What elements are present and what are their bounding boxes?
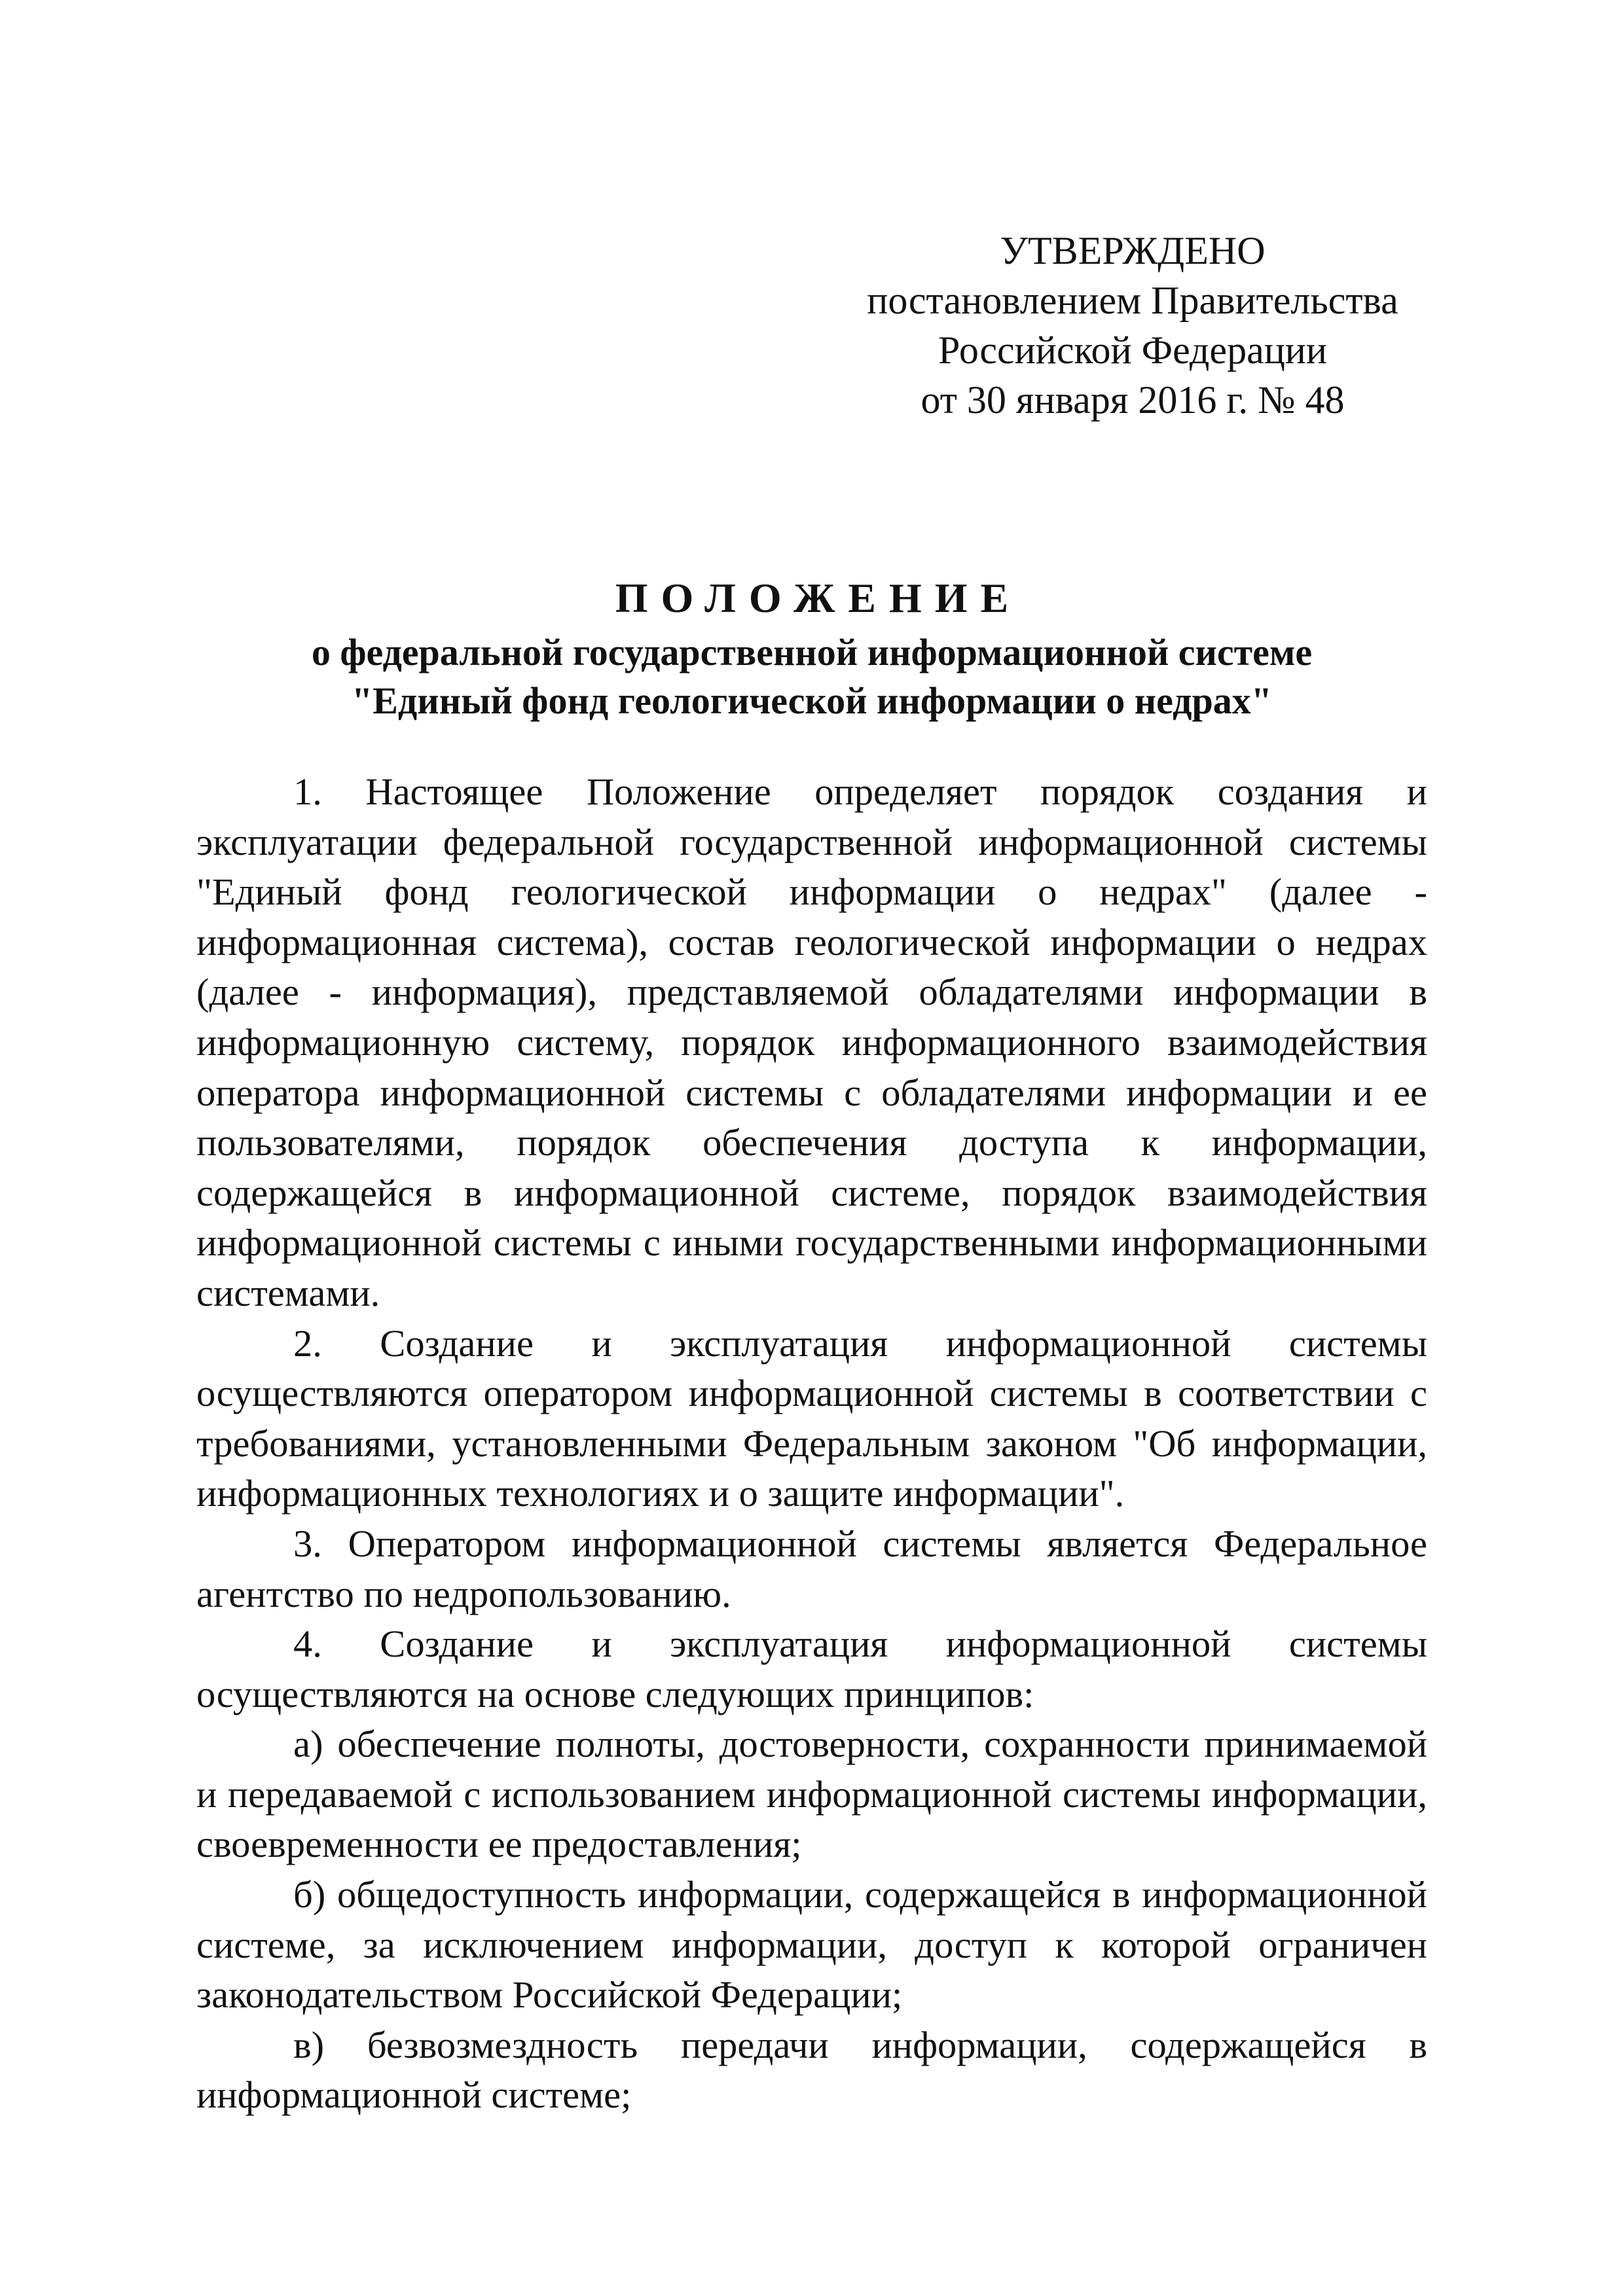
document-body xyxy=(196,767,1427,2121)
paragraph-1: 1. Настоящее Положение определяет порядок создания и эксплуатации федеральной государственной информационной системы "Единый фонд геологической информации о недрах" (далее - информационная система), состав геологической информации о недрах (далее - информация), представляемой обладателями информации в информационную систему, порядок информационного взаимодействия оператора информационной системы с обладателями информации и ее пользователями, порядок обеспечения доступа к информации, содержащейся в информационной системе, порядок взаимодействия информационной системы с иными государственными информационными системами. xyxy=(196,770,1427,1314)
paragraph-4-item-a: а) обеспечение полноты, достоверности, сохранности принимаемой и передаваемой с использованием информационной системы информации, своевременности ее предоставления; xyxy=(196,1723,1427,1866)
paragraph-4-item-b: б) общедоступность информации, содержащейся в информационной системе, за исключением информации, доступ к которой ограничен законодательством Российской Федерации; xyxy=(196,1873,1427,2017)
approval-issuer-country: Российской Федерации xyxy=(938,329,1328,372)
approval-heading: УТВЕРЖДЕНО xyxy=(1000,229,1266,272)
approval-issuer: постановлением Правительства xyxy=(867,279,1398,322)
paragraph-3: 3. Оператором информационной системы является Федеральное агентство по недропользованию. xyxy=(196,1522,1427,1615)
approval-date-number: от 30 января 2016 г. № 48 xyxy=(921,378,1345,422)
document-subtitle-line-2: "Единый фонд геологической информации о недрах" xyxy=(352,679,1272,722)
document-title-block xyxy=(196,571,1427,725)
paragraph-4-item-v: в) безвозмездность передачи информации, содержащейся в информационной системе; xyxy=(196,2023,1427,2117)
approval-stamp-block xyxy=(838,226,1427,425)
document-subtitle-line-1: о федеральной государственной информационной системе xyxy=(311,631,1313,673)
document-title: ПОЛОЖЕНИЕ xyxy=(615,575,1022,621)
paragraph-2: 2. Создание и эксплуатация информационной системы осуществляются оператором информационной системы в соответствии с требованиями, установленными Федеральным законом "Об информации, информационных технологиях и о защите информации". xyxy=(196,1321,1427,1515)
paragraph-4: 4. Создание и эксплуатация информационной системы осуществляются на основе следующих принципов: xyxy=(196,1623,1427,1715)
